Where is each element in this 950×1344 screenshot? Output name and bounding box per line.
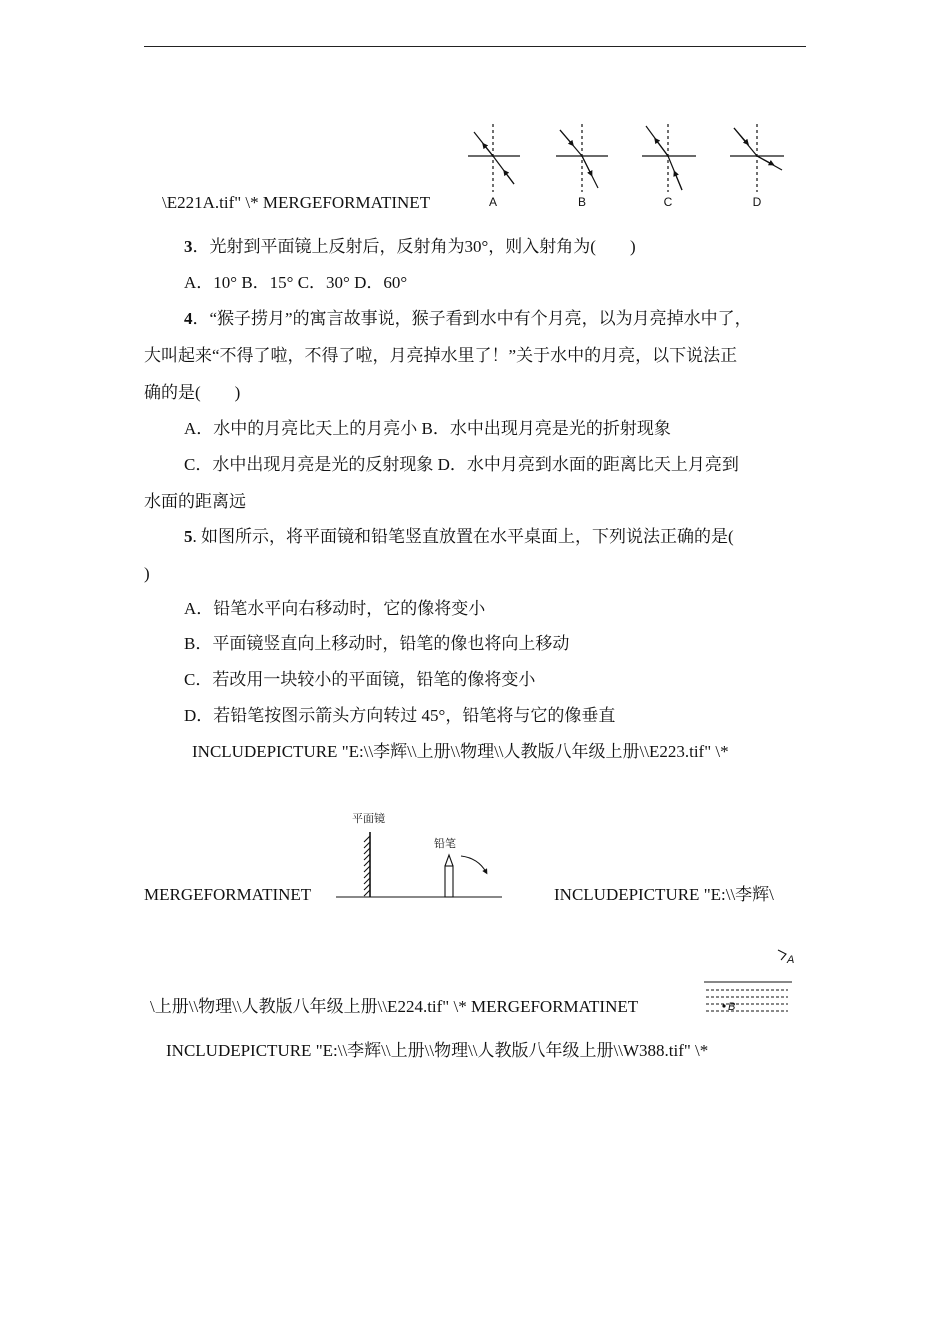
fig1-label-c: C (663, 195, 673, 209)
question-3-number: 3 (184, 237, 193, 256)
fig1-label-b: B (577, 195, 587, 209)
pencil-label: 铅笔 (434, 838, 456, 850)
question-5-option-d: D．若铅笔按图示箭头方向转过 45°，铅笔将与它的像垂直 (184, 706, 616, 725)
point-a-label: A (787, 954, 795, 966)
field-code-e221a: \E221A.tif" \* MERGEFORMATINET (162, 193, 431, 212)
question-4-text-3: 确的是( ) (144, 383, 241, 402)
question-5-option-b: B．平面镜竖直向上移动时，铅笔的像也将向上移动 (184, 634, 570, 653)
fig1-label-a: A (488, 195, 498, 209)
point-b-label: B (728, 1001, 736, 1013)
question-3-options: A．10° B．15° C．30° D．60° (184, 273, 408, 292)
question-3-text: ．光射到平面镜上反射后，反射角为30°，则入射角为( ) (192, 237, 636, 256)
question-5-text-2: ) (144, 564, 150, 583)
point-b-marker (722, 1004, 725, 1007)
mirror-pencil-diagram (334, 806, 506, 902)
question-3-stem (184, 236, 636, 258)
question-4-options-ab: A．水中的月亮比天上的月亮小 B．水中出现月亮是光的折射现象 (184, 419, 671, 438)
question-4-text-2: 大叫起来“不得了啦，不得了啦，月亮掉水里了！”关于水中的月亮，以下说法正 (144, 346, 738, 365)
fig1-label-d: D (752, 195, 762, 209)
question-5-stem (184, 526, 734, 548)
question-5-number: 5 (184, 527, 193, 546)
field-code-e224: INCLUDEPICTURE "E:\\李辉\ (554, 885, 774, 904)
mirror-label: 平面镜 (352, 813, 385, 825)
water-observation-diagram (702, 946, 802, 1018)
question-4-options-cd: C．水中出现月亮是光的反射现象 D．水中月亮到水面的距离比天上月亮到 (184, 455, 739, 474)
question-4-stem (184, 308, 752, 330)
question-5-option-a: A．铅笔水平向右移动时，它的像将变小 (184, 599, 486, 618)
question-4-text-1: ．“猴子捞月”的寓言故事说，猴子看到水中有个月亮，以为月亮掉水中了， (192, 309, 752, 328)
field-code-e223: INCLUDEPICTURE "E:\\李辉\\上册\\物理\\人教版八年级上册\\E223.tif" \* (192, 742, 729, 761)
field-code-e223-cont: MERGEFORMATINET (144, 885, 312, 904)
question-4-number: 4 (184, 309, 193, 328)
question-5-text-1: . 如图所示，将平面镜和铅笔竖直放置在水平桌面上，下列说法正确的是( (192, 527, 734, 546)
question-4-options-cd-cont: 水面的距离远 (144, 492, 246, 511)
header-rule (144, 46, 806, 47)
refraction-diagrams (462, 118, 792, 214)
question-5-option-c: C．若改用一块较小的平面镜，铅笔的像将变小 (184, 670, 536, 689)
field-code-w388: INCLUDEPICTURE "E:\\李辉\\上册\\物理\\人教版八年级上册\\W388.tif" \* (166, 1041, 709, 1060)
field-code-e224-cont: \上册\\物理\\人教版八年级上册\\E224.tif" \* MERGEFORMATINET (150, 997, 639, 1016)
